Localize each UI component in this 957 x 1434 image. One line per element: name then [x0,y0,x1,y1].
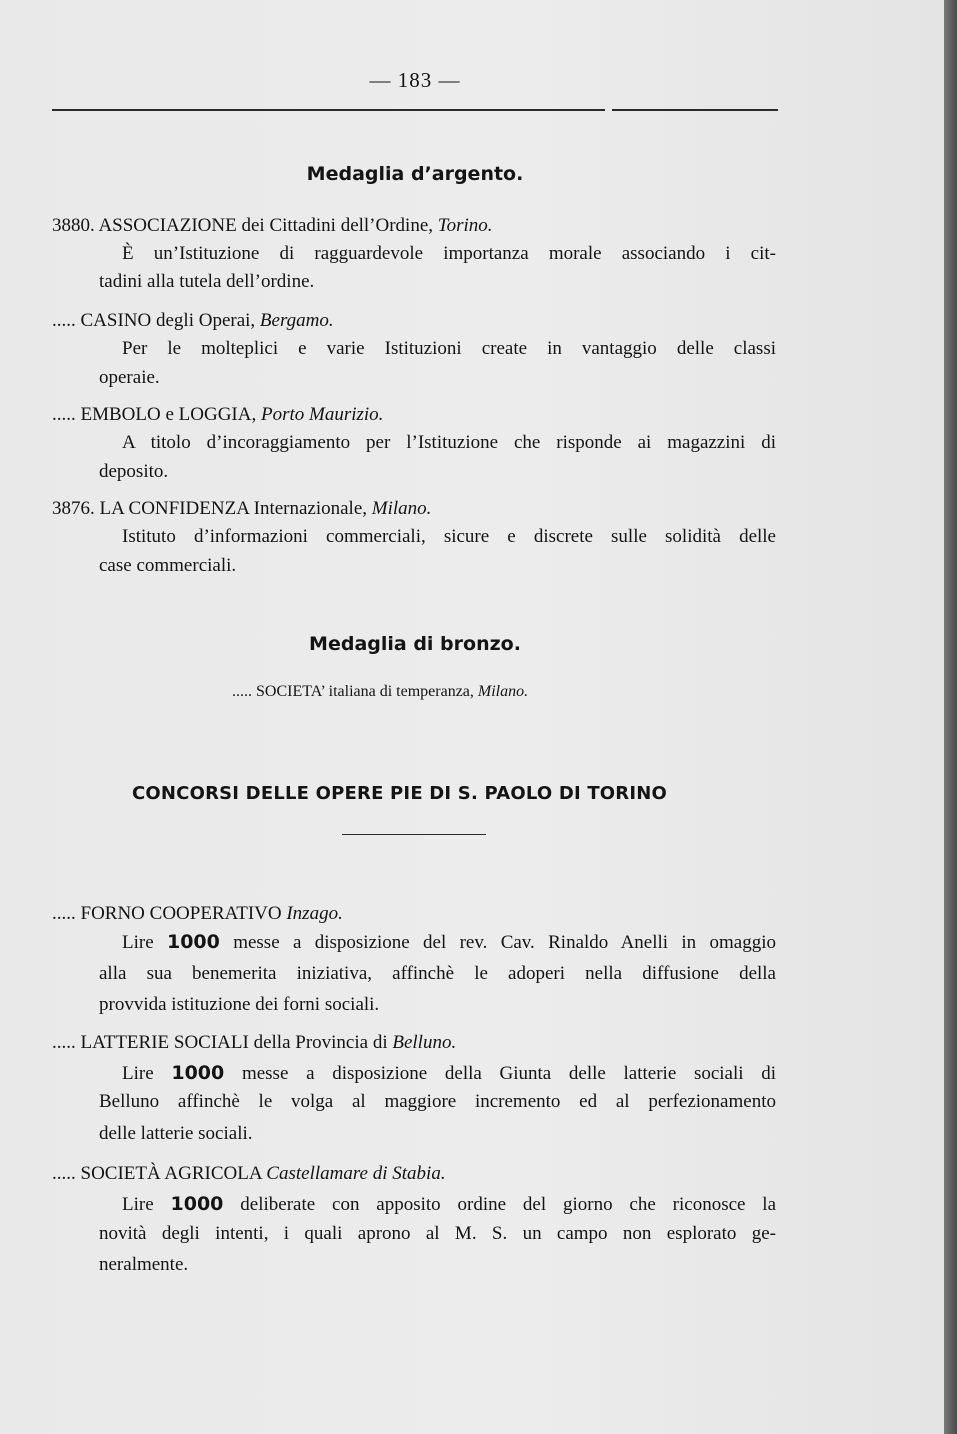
entry-3880-heading [52,214,493,238]
entry-casino-desc-line1: Per le molteplici e varie Istituzioni create in vantaggio delle classi [122,338,776,359]
entry-3880-desc-line2: tadini alla tutela dell’ordine. [99,271,315,292]
entry-latterie-desc-line3: delle latterie sociali. [99,1123,253,1144]
entry-dots: ..... [52,1032,76,1053]
entry-latterie-desc-line2: Belluno affinchè le volga al maggiore incremento ed al perfezionamento [99,1091,776,1112]
entry-embolo-heading [52,403,383,427]
entry-dots: ..... [52,404,76,425]
lire-label: Lire [122,1063,154,1084]
entry-agricola-desc-line3: neralmente. [99,1254,189,1275]
amount: 1000 [171,1062,225,1084]
entry-number: 3880. [52,215,95,236]
entry-latterie-desc-line1 [122,1061,776,1086]
entry-3876-desc-line2: case commerciali. [99,555,237,576]
entry-name: FORNO COOPERATIVO [80,903,282,924]
entry-dots: ..... [232,683,252,700]
desc-text: deliberate con apposito ordine del giorno che riconosce la [240,1194,777,1215]
entry-name: CASINO degli Operai, [80,310,256,331]
entry-place: Milano. [371,498,432,519]
entry-agricola-desc-line2: novità degli intenti, i quali aprono al M. S. un campo non esplorato ge- [99,1223,776,1244]
entry-place: Inzago. [286,903,343,924]
entry-forno-desc-line1 [122,930,776,955]
lire-label: Lire [122,1194,154,1215]
entry-name: SOCIETA’ italiana di temperanza, [256,683,474,700]
entry-name: ASSOCIAZIONE dei Cittadini dell’Ordine, [98,215,434,236]
page-number: — 183 — [369,68,461,92]
entry-embolo-desc-line1: A titolo d’incoraggiamento per l’Istituzione che risponde ai magazzini di [122,432,776,453]
page-edge-shadow [944,0,957,1434]
concorsi-heading: CONCORSI DELLE OPERE PIE DI S. PAOLO DI TORINO [132,783,668,804]
entry-forno-heading [52,902,343,926]
entry-place: Porto Maurizio. [260,404,384,425]
entry-name: EMBOLO e LOGGIA, [80,404,257,425]
entry-forno-desc-line2: alla sua benemerita iniziativa, affinchè le adoperi nella diffusione della [99,963,776,984]
entry-dots: ..... [52,903,76,924]
entry-forno-desc-line3: provvida istituzione dei forni sociali. [99,994,380,1015]
amount: 1000 [170,1193,224,1215]
entry-name: LATTERIE SOCIALI della Provincia di [80,1032,388,1053]
entry-dots: ..... [52,1163,76,1184]
entry-temperanza [232,680,528,704]
entry-place: Torino. [437,215,493,236]
entry-3880-desc-line1: È un’Istituzione di ragguardevole importanza morale associando i cit- [122,243,776,264]
section-heading-silver: Medaglia d’argento. [306,163,524,185]
entry-place: Milano. [477,683,529,700]
amount: 1000 [166,931,220,953]
entry-casino-heading [52,309,334,333]
entry-place: Bergamo. [259,310,334,331]
entry-place: Belluno. [392,1032,457,1053]
entry-agricola-heading [52,1162,446,1186]
entry-agricola-desc-line1 [122,1192,776,1217]
entry-number: 3876. [52,498,95,519]
section-divider [342,834,486,835]
lire-label: Lire [122,932,154,953]
header-rule [52,109,605,111]
entry-place: Castellamare di Stabia. [266,1163,446,1184]
section-heading-bronze: Medaglia di bronzo. [309,633,521,655]
header-rule-right [612,109,778,111]
entry-3876-heading [52,497,431,521]
entry-3876-desc-line1: Istituto d’informazioni commerciali, sicure e discrete sulle solidità delle [122,526,776,547]
entry-name: LA CONFIDENZA Internazionale, [99,498,368,519]
entry-dots: ..... [52,310,76,331]
entry-embolo-desc-line2: deposito. [99,461,169,482]
entry-latterie-heading [52,1031,456,1055]
desc-text: messe a disposizione del rev. Cav. Rinaldo Anelli in omaggio [233,932,776,953]
desc-text: messe a disposizione della Giunta delle latterie sociali di [241,1063,777,1084]
entry-casino-desc-line2: operaie. [99,367,160,388]
entry-name: SOCIETÀ AGRICOLA [80,1163,262,1184]
